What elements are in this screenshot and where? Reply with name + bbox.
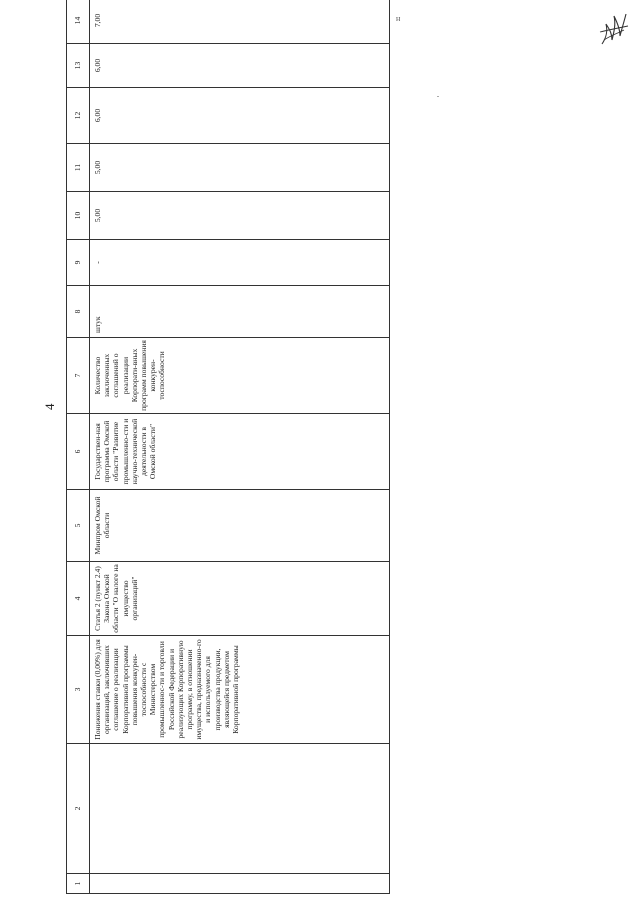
cell-number <box>90 874 390 894</box>
col-header: 11 <box>67 144 90 192</box>
table-area <box>66 10 390 894</box>
col-header: 4 <box>67 562 90 636</box>
col-header: 1 <box>67 874 90 894</box>
col-header: 12 <box>67 88 90 144</box>
col-header: 3 <box>67 636 90 744</box>
cell-value: 6,00 <box>90 44 390 88</box>
rotated-table-container <box>66 10 390 894</box>
cell-unit: штук <box>90 286 390 338</box>
table-row <box>90 0 390 894</box>
cell-value: - <box>90 240 390 286</box>
cell-name <box>90 744 390 874</box>
col-header: 14 <box>67 0 90 44</box>
col-header: 6 <box>67 414 90 490</box>
col-header: 9 <box>67 240 90 286</box>
indicator-table <box>66 0 390 894</box>
page-number: 4 <box>42 403 57 410</box>
col-header: 7 <box>67 338 90 414</box>
cell-value: 5,00 <box>90 144 390 192</box>
header-row <box>67 0 90 894</box>
cell-value: 7,00 <box>90 0 390 44</box>
corner-mark: н <box>396 14 401 23</box>
col-header: 10 <box>67 192 90 240</box>
handwritten-signature <box>598 10 630 48</box>
cell-indicator: Количество заключенных соглашений о реализации Корпорати-вных программ повышения конкурен-тоспособности <box>90 338 390 414</box>
col-header: 8 <box>67 286 90 338</box>
cell-legal-basis: Статья 2 (пункт 2.4) Закона Омской области "О налоге на имущество организаций" <box>90 562 390 636</box>
cell-value: 6,00 <box>90 88 390 144</box>
col-header: 13 <box>67 44 90 88</box>
col-header: 2 <box>67 744 90 874</box>
col-header: 5 <box>67 490 90 562</box>
cell-program: Государствен-ная программа Омской области "Развитие промышленно-сти и научно-технической деятельности в Омской области" <box>90 414 390 490</box>
cell-purpose: Понижения ставки (0,00%) для организаций, заключивших соглашение о реализации Корпоративной программы повышения конкурен-тоспособности с Министерством промышленнос-ти и торговли Российской Федерации и реализующих Корпоративную программу, в отношении имущества, предназначенно-го и используемого для производства продукции, являющейся предметом Корпоративной программы <box>90 636 390 744</box>
cell-responsible: Минпром Омской области <box>90 490 390 562</box>
cell-value: 5,00 <box>90 192 390 240</box>
scan-speck <box>437 96 439 97</box>
